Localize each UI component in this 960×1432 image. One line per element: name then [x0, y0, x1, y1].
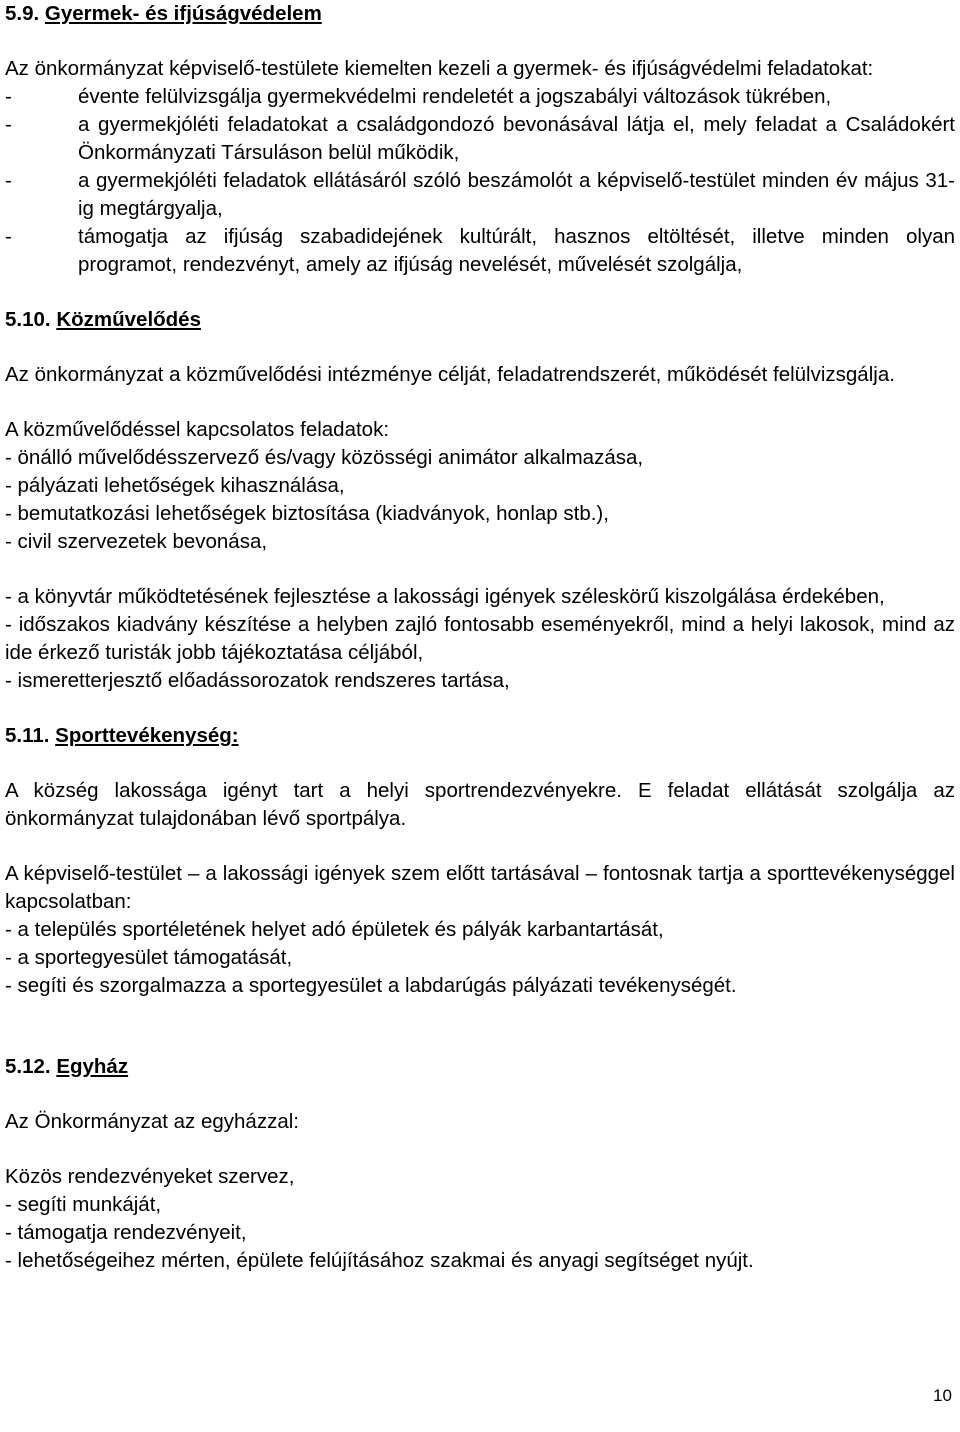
list-item: - a gyermekjóléti feladatokat a családgondozó bevonásával látja el, mely feladat a Családokért Önkormányzati Társuláson belül működik,: [5, 113, 955, 164]
section-number: 5.12.: [5, 1055, 51, 1078]
list-item: - pályázati lehetőségek kihasználása,: [5, 474, 345, 497]
bullet-list: [5, 83, 955, 279]
section-intro: Az Önkormányzat az egyházzal:: [5, 1110, 299, 1133]
section-heading-5-12: [5, 1053, 955, 1081]
section-heading-5-9: [5, 0, 955, 28]
section-heading-5-10: [5, 306, 955, 334]
tasks-header: A közművelődéssel kapcsolatos feladatok:: [5, 418, 390, 441]
list-item: - segíti munkáját,: [5, 1193, 162, 1216]
list-item: - ismeretterjesztő előadássorozatok rendszeres tartása,: [5, 669, 510, 692]
list-item: - a település sportéletének helyet adó épületek és pályák karbantartását,: [5, 918, 664, 941]
list-item: - önálló művelődésszervező és/vagy közösségi animátor alkalmazása,: [5, 446, 644, 469]
page-number: 10: [933, 1386, 952, 1405]
list-item: - bemutatkozási lehetőségek biztosítása (kiadványok, honlap stb.),: [5, 502, 609, 525]
section-number: 5.10.: [5, 308, 51, 331]
section-intro: Az önkormányzat képviselő-testülete kiemelten kezeli a gyermek- és ifjúságvédelmi feladatokat:: [5, 57, 874, 80]
list-item: - évente felülvizsgálja gyermekvédelmi rendeletét a jogszabályi változások tükrében,: [5, 85, 832, 108]
section-number: 5.9.: [5, 2, 40, 25]
section-paragraph: A képviselő-testület – a lakossági igények szem előtt tartásával – fontosnak tartja a sporttevékenységgel kapcsolatban:: [5, 862, 955, 913]
section-intro: Az önkormányzat a közművelődési intézménye célját, feladatrendszerét, működését felülvizsgálja.: [5, 363, 895, 386]
section-heading-5-11: [5, 722, 955, 750]
section-title: Közművelődés: [56, 308, 201, 331]
document-page: [5, 0, 955, 1275]
list-item: - támogatja az ifjúság szabadidejének kultúrált, hasznos eltöltését, illetve minden olyan programot, rendezvényt, amely az ifjúság nevelését, művelését szolgálja,: [5, 225, 955, 276]
list-item: - támogatja rendezvényeit,: [5, 1221, 247, 1244]
section-title: Sporttevékenység:: [55, 724, 239, 747]
list-item: - a gyermekjóléti feladatok ellátásáról szóló beszámolót a képviselő-testület minden év május 31-ig megtárgyalja,: [5, 169, 955, 220]
list-item: - civil szervezetek bevonása,: [5, 530, 268, 553]
list-item: - lehetőségeihez mérten, épülete felújításához szakmai és anyagi segítséget nyújt.: [5, 1249, 754, 1272]
section-number: 5.11.: [5, 724, 50, 747]
section-paragraph: Közös rendezvényeket szervez,: [5, 1165, 295, 1188]
section-title: Gyermek- és ifjúságvédelem: [44, 2, 322, 25]
list-item: - segíti és szorgalmazza a sportegyesület a labdarúgás pályázati tevékenységét.: [5, 974, 737, 997]
section-title: Egyház: [56, 1055, 129, 1078]
list-item: - időszakos kiadvány készítése a helyben zajló fontosabb eseményekről, mind a helyi lakosok, mind az ide érkező turisták jobb tájékoztatása céljából,: [5, 613, 955, 664]
list-item: - a könyvtár működtetésének fejlesztése a lakossági igények széleskörű kiszolgálása érdekében,: [5, 585, 885, 608]
list-item: - a sportegyesület támogatását,: [5, 946, 293, 969]
section-intro: A község lakossága igényt tart a helyi sportrendezvényekre. E feladat ellátását szolgálja az önkormányzat tulajdonában lévő sportpálya.: [5, 779, 955, 830]
